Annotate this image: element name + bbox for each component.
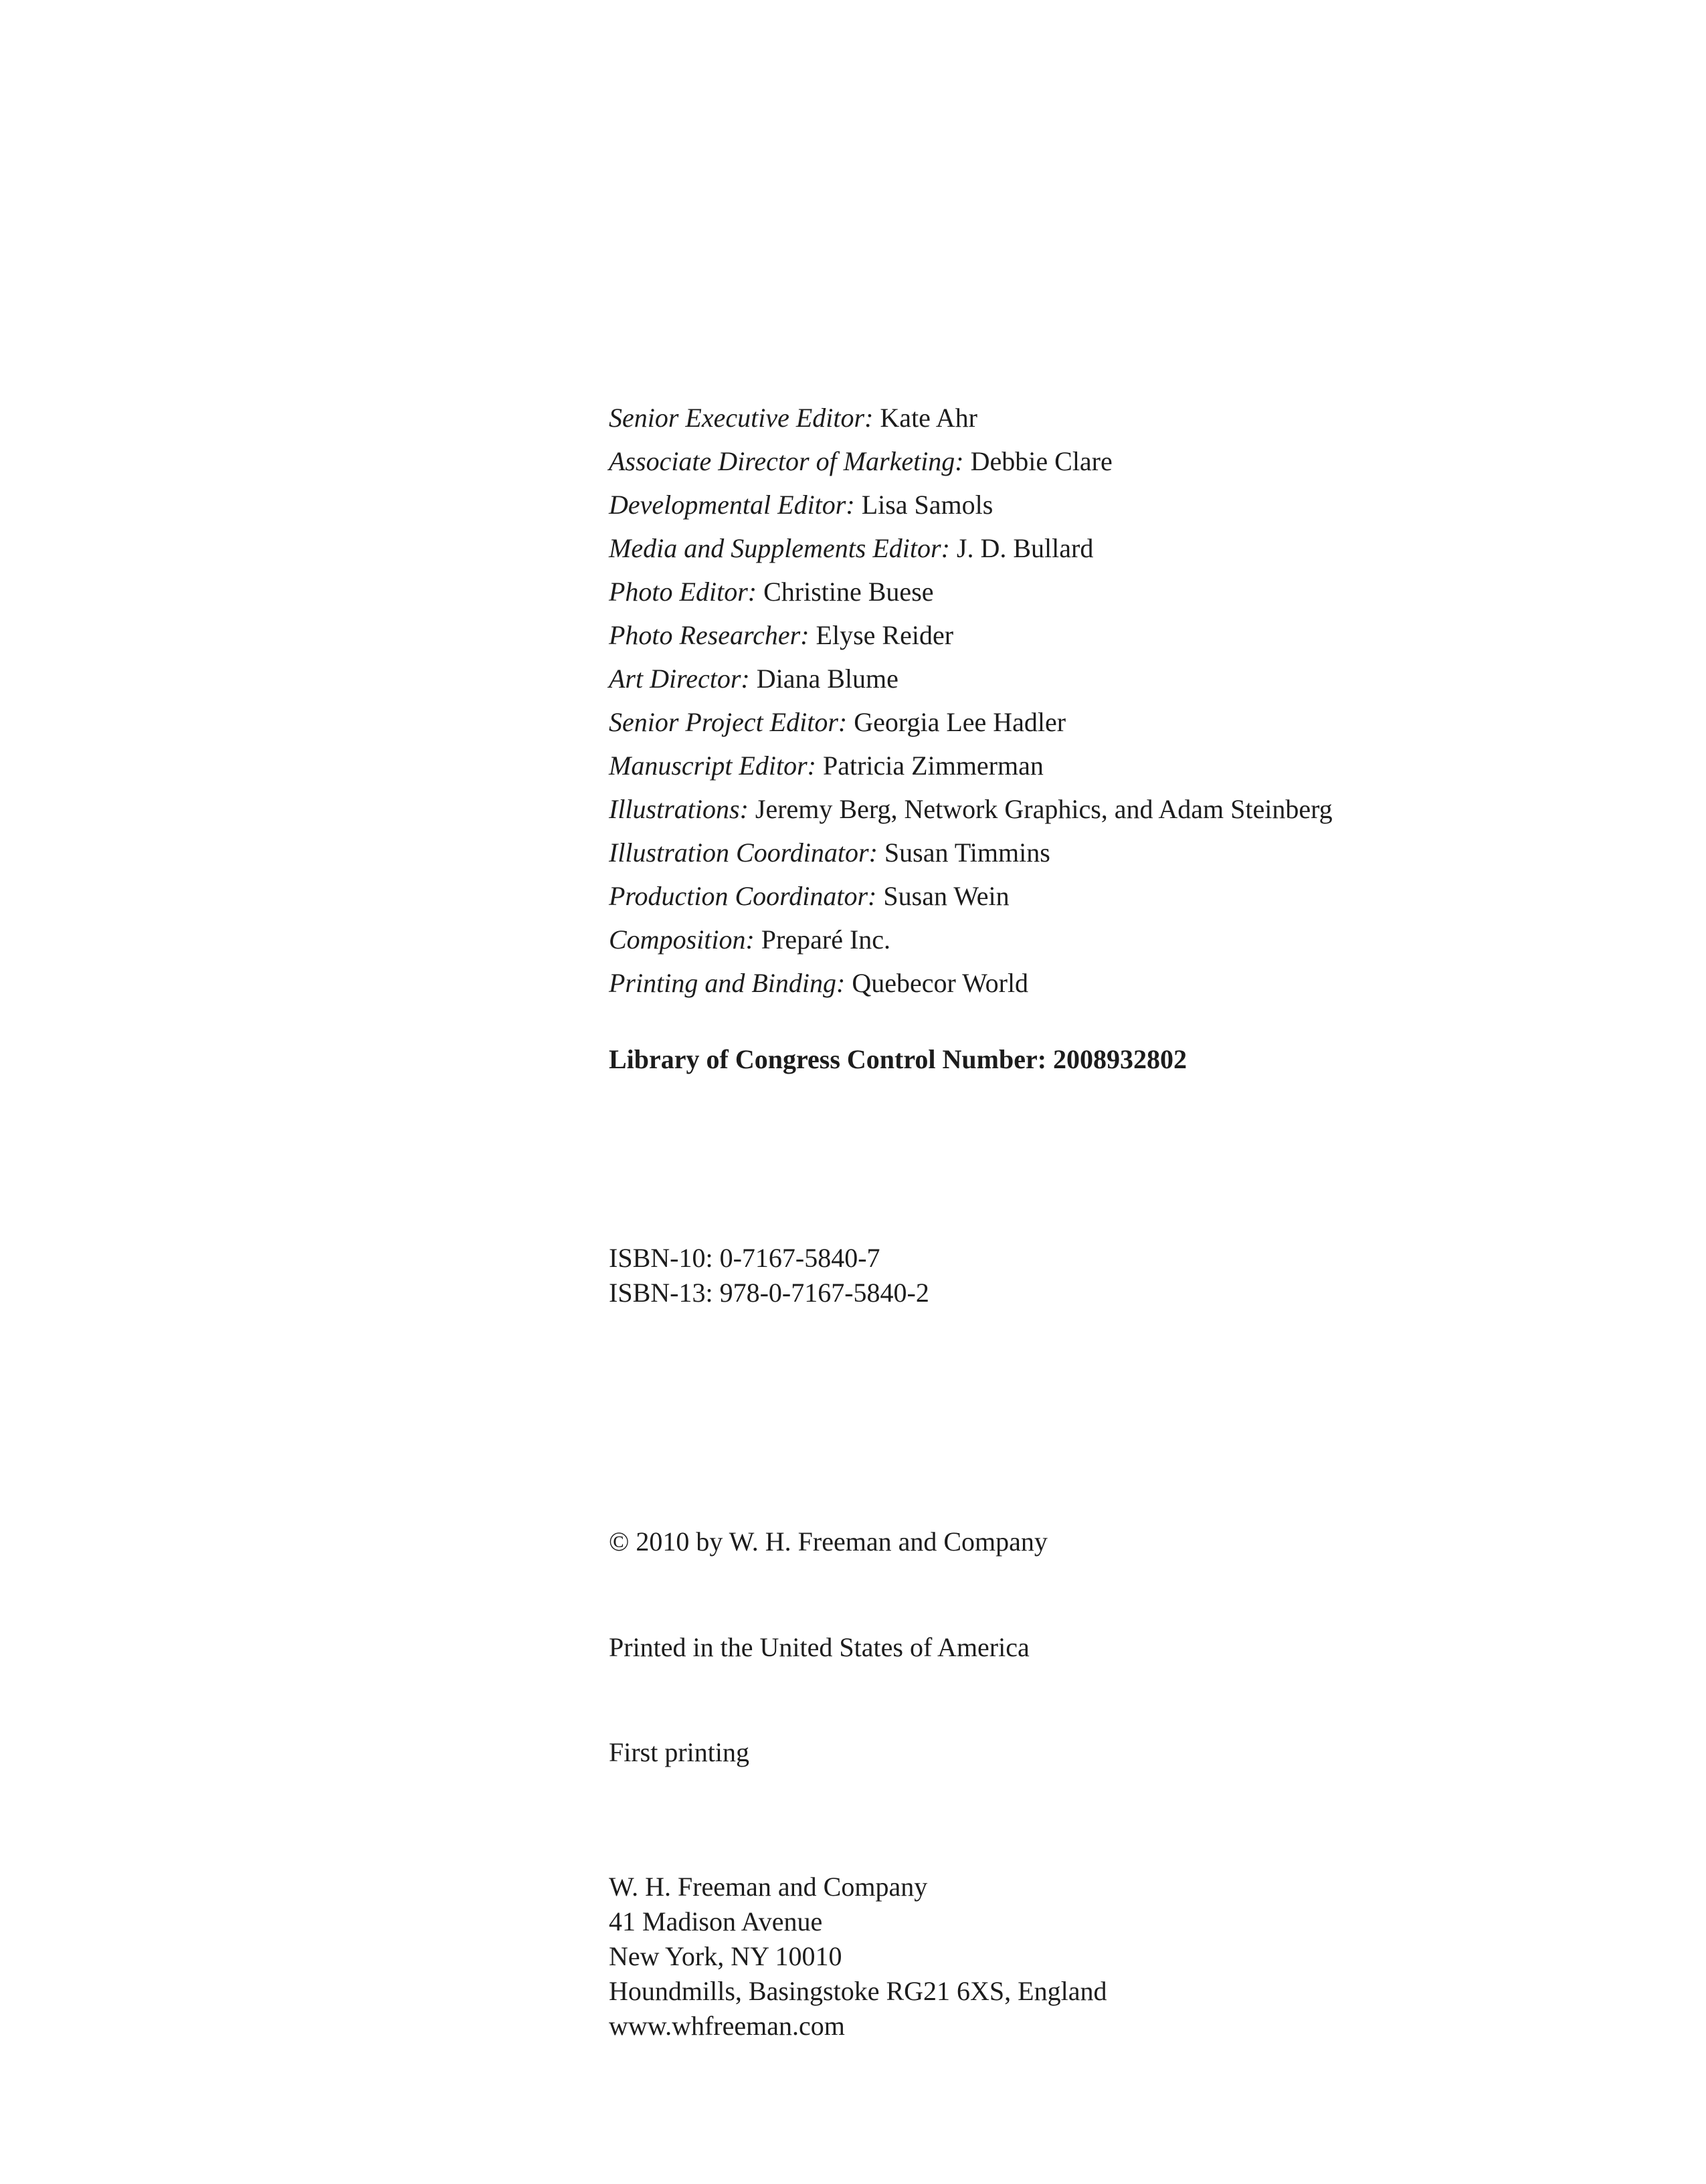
credit-role: Manuscript Editor: — [609, 751, 816, 781]
credit-line — [609, 439, 1652, 483]
printing-info: First printing — [609, 1737, 750, 1767]
printed-in: Printed in the United States of America — [609, 1632, 1030, 1662]
credit-role: Associate Director of Marketing: — [609, 446, 964, 476]
credit-name: Georgia Lee Hadler — [854, 707, 1066, 737]
publisher-address — [609, 1870, 1652, 2044]
credit-role: Production Coordinator: — [609, 881, 877, 911]
credit-line — [609, 874, 1652, 918]
credit-line — [609, 831, 1652, 874]
credit-line — [609, 700, 1652, 744]
credit-line — [609, 787, 1652, 831]
credit-line — [609, 918, 1652, 961]
library-of-congress-number: Library of Congress Control Number: 2008932802 — [609, 1044, 1188, 1074]
isbn-13: ISBN-13: 978-0-7167-5840-2 — [609, 1278, 929, 1308]
publisher-uk-address: Houndmills, Basingstoke RG21 6XS, England — [609, 1976, 1107, 2006]
credit-role: Developmental Editor: — [609, 490, 855, 520]
credits-list — [609, 396, 1652, 1005]
credit-name: Preparé Inc. — [761, 924, 891, 955]
credit-line — [609, 613, 1652, 657]
credit-role: Media and Supplements Editor: — [609, 533, 950, 563]
credit-role: Senior Executive Editor: — [609, 403, 874, 433]
credit-line — [609, 961, 1652, 1005]
credit-role: Photo Editor: — [609, 577, 757, 607]
credit-role: Senior Project Editor: — [609, 707, 848, 737]
publisher-city: New York, NY 10010 — [609, 1941, 842, 1971]
credit-name: Lisa Samols — [861, 490, 993, 520]
credit-role: Art Director: — [609, 664, 750, 694]
credit-role: Illustration Coordinator: — [609, 837, 878, 868]
credit-line — [609, 570, 1652, 613]
credit-name: Kate Ahr — [880, 403, 977, 433]
credit-name: Diana Blume — [756, 664, 898, 694]
credit-line — [609, 657, 1652, 700]
credit-name: Christine Buese — [763, 577, 934, 607]
credit-line — [609, 744, 1652, 787]
credit-name: Quebecor World — [852, 968, 1029, 998]
publisher-name: W. H. Freeman and Company — [609, 1872, 928, 1902]
credit-line — [609, 396, 1652, 439]
credit-role: Illustrations: — [609, 794, 749, 824]
credit-name: J. D. Bullard — [956, 533, 1094, 563]
credit-name: Susan Wein — [883, 881, 1010, 911]
credit-role: Composition: — [609, 924, 755, 955]
isbn-10: ISBN-10: 0-7167-5840-7 — [609, 1243, 880, 1273]
credit-role: Printing and Binding: — [609, 968, 846, 998]
publisher-website: www.whfreeman.com — [609, 2011, 845, 2041]
credit-role: Photo Researcher: — [609, 620, 810, 650]
isbn-block — [609, 1241, 1652, 1310]
credit-name: Elyse Reider — [816, 620, 954, 650]
credit-name: Susan Timmins — [884, 837, 1050, 868]
credit-name: Debbie Clare — [970, 446, 1113, 476]
publisher-street: 41 Madison Avenue — [609, 1906, 823, 1937]
copyright-notice: © 2010 by W. H. Freeman and Company — [609, 1526, 1048, 1557]
credit-line — [609, 526, 1652, 570]
credit-line — [609, 483, 1652, 526]
credit-name: Patricia Zimmerman — [822, 751, 1044, 781]
credit-name: Jeremy Berg, Network Graphics, and Adam Steinberg — [755, 794, 1333, 824]
